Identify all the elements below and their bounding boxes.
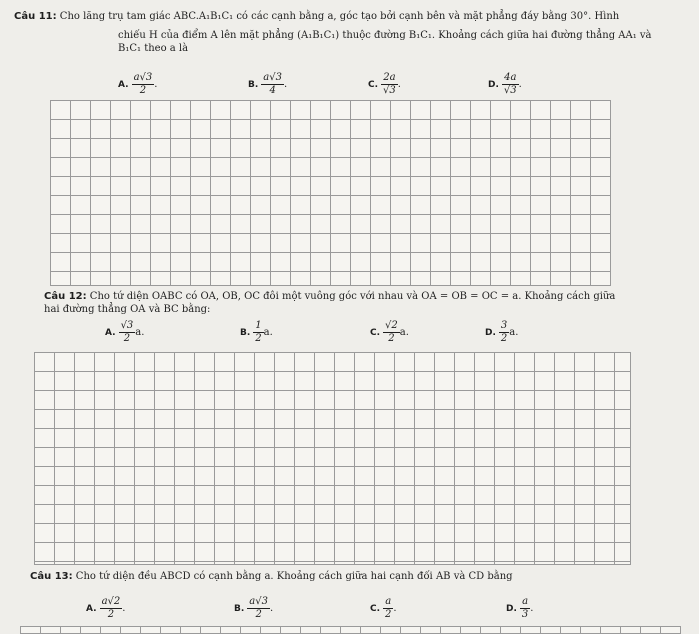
numerator: a [520, 596, 530, 609]
fraction [253, 320, 263, 345]
option-key: A. [86, 604, 97, 614]
option-suffix: a. [263, 327, 273, 338]
option-key: C. [368, 80, 379, 90]
denominator: 2 [107, 609, 115, 620]
numerator: a [383, 596, 393, 609]
option-suffix: . [393, 603, 397, 614]
fraction [383, 596, 393, 621]
question-12-text-1: Cho tứ diện OABC có OA, OB, OC đôi một vuông góc với nhau và OA = OB = OC = a. Khoảng cách giữa [89, 291, 616, 302]
question-12 [14, 290, 684, 316]
option-suffix: . [530, 603, 534, 614]
question-11-label: Câu 11: [14, 11, 57, 22]
fraction [132, 72, 158, 97]
option-suffix: . [154, 79, 158, 90]
question-12-line-2 [14, 303, 684, 316]
fraction [119, 320, 136, 345]
option-11-b[interactable] [248, 72, 287, 97]
numerator: 4a [502, 72, 519, 85]
fraction [261, 72, 284, 97]
question-13-line-1 [14, 570, 684, 583]
option-suffix: . [397, 79, 401, 90]
numerator: 2a [381, 72, 398, 85]
denominator: 2 [385, 609, 392, 620]
question-12-text-2: hai đường thẳng OA và BC bằng: [44, 304, 211, 315]
option-key: B. [248, 80, 259, 90]
option-suffix: a. [399, 327, 409, 338]
option-suffix: . [122, 603, 126, 614]
denominator: 3 [521, 609, 529, 620]
option-suffix: . [269, 603, 274, 614]
option-13-d[interactable] [506, 596, 533, 621]
numerator: √2 [385, 320, 398, 331]
numerator: √3 [120, 320, 134, 331]
option-12-c[interactable] [370, 320, 409, 345]
option-11-a[interactable] [118, 72, 157, 97]
question-13-text-1: Cho tứ diện đều ABCD có cạnh bằng a. Khoảng cách giữa hai cạnh đối AB và CD bằng [75, 571, 513, 582]
fraction [520, 596, 530, 621]
option-key: A. [118, 80, 129, 90]
denominator: 2 [255, 609, 262, 620]
answer-grid-12 [34, 352, 631, 565]
option-key: C. [370, 328, 381, 338]
option-key: D. [485, 328, 496, 338]
question-11 [14, 10, 684, 55]
option-11-c[interactable] [368, 72, 401, 97]
numerator: a√2 [101, 596, 121, 607]
option-12-d[interactable] [485, 320, 518, 345]
question-11-line-1 [14, 10, 684, 23]
option-11-d[interactable] [488, 72, 522, 97]
denominator: 2 [123, 333, 131, 344]
question-11-line-3 [14, 42, 684, 55]
option-key: C. [370, 604, 381, 614]
question-11-text-3: B₁C₁ theo a là [118, 43, 189, 54]
option-12-b[interactable] [240, 320, 273, 345]
denominator: 2 [255, 333, 262, 344]
option-suffix: . [283, 79, 288, 90]
option-suffix: a. [135, 327, 145, 338]
fraction [247, 596, 270, 621]
question-11-text-1: Cho lăng trụ tam giác ABC.A₁B₁C₁ có các cạnh bằng a, góc tạo bởi cạnh bên và mặt phẳng đáy bằng 30°. Hình [59, 11, 620, 22]
question-13 [14, 570, 684, 583]
numerator: a√3 [133, 72, 153, 83]
fraction [383, 320, 400, 345]
option-12-a[interactable] [105, 320, 144, 345]
option-13-c[interactable] [370, 596, 397, 621]
option-suffix: . [518, 79, 522, 90]
denominator: 2 [388, 333, 395, 344]
option-key: B. [240, 328, 251, 338]
denominator: 4 [269, 85, 276, 96]
option-key: B. [234, 604, 245, 614]
answer-grid-11 [50, 100, 611, 286]
denominator: 2 [500, 333, 508, 344]
question-12-label: Câu 12: [44, 291, 87, 302]
question-11-text-2: chiếu H của điểm A lên mặt phẳng (A₁B₁C₁) thuộc đường B₁C₁. Khoảng cách giữa hai đường thẳng AA₁ và [118, 30, 652, 41]
fraction [381, 72, 398, 97]
numerator: a√3 [249, 596, 268, 607]
option-suffix: a. [509, 327, 519, 338]
numerator: 3 [500, 320, 508, 331]
question-11-line-2 [14, 29, 684, 42]
question-12-line-1 [14, 290, 684, 303]
option-13-b[interactable] [234, 596, 273, 621]
denominator: √3 [383, 85, 396, 96]
question-13-label: Câu 13: [30, 571, 73, 582]
option-key: A. [105, 328, 116, 338]
denominator: 2 [139, 85, 147, 96]
fraction [100, 596, 126, 621]
option-key: D. [506, 604, 517, 614]
numerator: a√3 [263, 72, 282, 83]
numerator: 1 [255, 320, 262, 331]
fraction [499, 320, 509, 345]
option-key: D. [488, 80, 499, 90]
denominator: √3 [503, 85, 517, 96]
option-13-a[interactable] [86, 596, 125, 621]
fraction [502, 72, 519, 97]
